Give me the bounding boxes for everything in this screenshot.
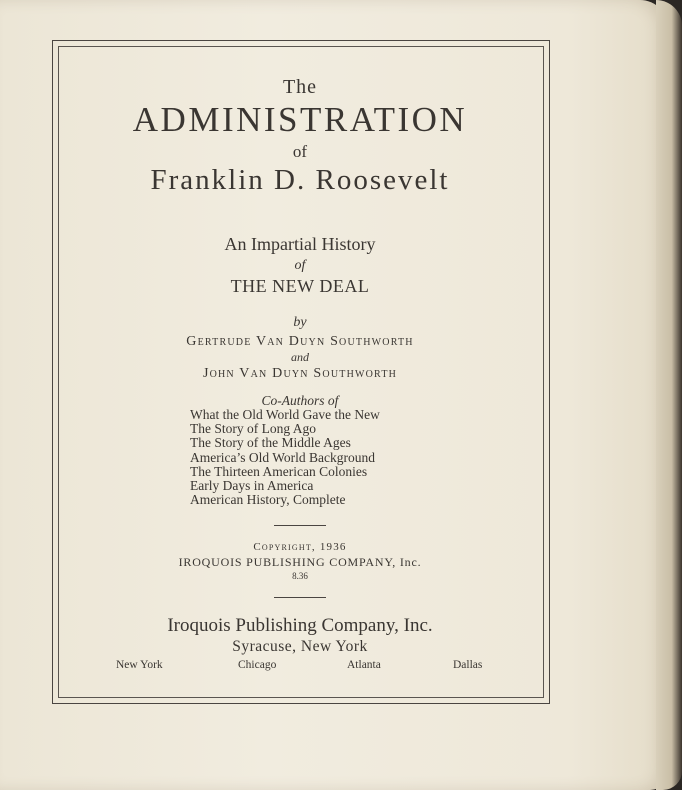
title-of: of <box>292 142 308 161</box>
title-the: The <box>282 76 318 98</box>
book-title: Early Days in America <box>190 478 314 494</box>
title-administration: ADMINISTRATION <box>132 100 468 139</box>
branch-city: Chicago <box>238 659 277 671</box>
branch-city: Dallas <box>453 659 483 671</box>
author-1: Gertrude Van Duyn Southworth <box>186 334 414 349</box>
book-title: The Thirteen American Colonies <box>190 463 368 479</box>
book-title: The Story of the Middle Ages <box>190 435 351 451</box>
authors-and: and <box>291 350 309 364</box>
coauthor-book-list <box>190 408 380 507</box>
subtitle-line1: An Impartial History <box>224 234 376 254</box>
authors-by: by <box>293 315 307 330</box>
divider-rule <box>274 525 326 526</box>
copyright-company: IROQUOIS PUBLISHING COMPANY, Inc. <box>178 555 422 569</box>
title-name: Franklin D. Roosevelt <box>150 164 450 196</box>
copyright-line: Copyright, 1936 <box>253 541 347 553</box>
subtitle-line2: THE NEW DEAL <box>230 276 370 296</box>
coauthors-heading: Co-Authors of <box>261 393 339 408</box>
publisher-city: Syracuse, New York <box>232 638 368 655</box>
page-edge-curl <box>656 0 682 790</box>
book-title: American History, Complete <box>190 492 346 508</box>
author-2: John Van Duyn Southworth <box>202 366 398 381</box>
book-title: America’s Old World Background <box>190 449 375 465</box>
subtitle-of: of <box>294 258 306 273</box>
branch-city: New York <box>116 659 163 671</box>
print-code: 8.36 <box>292 571 308 581</box>
publisher-name: Iroquois Publishing Company, Inc. <box>167 615 433 636</box>
book-title: What the Old World Gave the New <box>190 407 380 422</box>
branch-city: Atlanta <box>347 659 381 671</box>
book-title: The Story of Long Ago <box>190 421 316 437</box>
divider-rule <box>274 597 326 598</box>
